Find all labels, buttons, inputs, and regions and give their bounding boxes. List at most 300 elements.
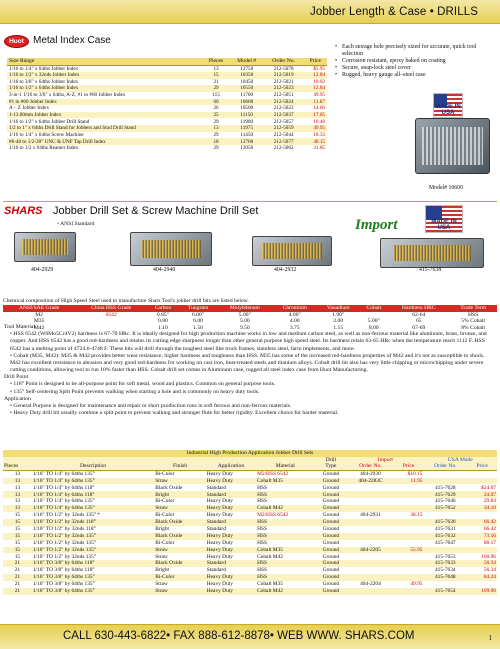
table-cell: Bright	[155, 567, 170, 574]
table-cell: Standard	[206, 484, 226, 491]
table-cell: 1/2 to 1" x 64ths Drill Stand for Jobbers and Stud Drill Stand	[7, 125, 202, 132]
column-header: Chromium	[272, 305, 317, 312]
table-cell	[347, 560, 393, 567]
table-cell: Black Oxide	[154, 519, 206, 526]
table-cell: 15	[3, 547, 32, 554]
product-label-3: 404-2932	[274, 267, 297, 273]
table-cell: 38.15	[410, 512, 423, 519]
table-cell: 10.02	[313, 78, 325, 85]
table-cell: 21	[3, 574, 32, 581]
table-cell: 49.95	[304, 125, 327, 132]
table-cell: 2.00	[333, 318, 344, 325]
table-row	[3, 540, 497, 547]
table-cell: 212-5044	[273, 131, 294, 138]
table-cell: 10350	[230, 72, 264, 79]
table-cell: 1/16 to 3/8" x 64ths Jobber Index	[9, 78, 79, 85]
shars-logo: SHARS	[4, 205, 43, 217]
table-cell: 18.33	[313, 131, 325, 138]
table-cell: 8.00	[368, 325, 379, 332]
table-cell: 1/16" TO 3/8" by 64ths 118°	[32, 560, 154, 567]
table-cell	[347, 567, 393, 574]
table-cell: 212-5078	[273, 65, 294, 72]
table-cell: 15	[3, 533, 32, 540]
table-cell: Heavy Duty	[206, 588, 256, 595]
table-cell: 415-7632	[423, 533, 467, 540]
material-para-2: • Cobalt (M35, M42): M35 & M42 provides better wear resistance, higher hardness and toughness than HSS. M35 has some of the increased red-hardness properties of M42 and it's not as susceptible to shock. M42 has excellent resistance to abrasion and very good red-hardness for working on cast iron, heat-treated steels and titanium alloys. Cobalt drill bit also has very little chipping or microchipping under severe cutting conditions, allowing tool to run 10% faster than HSS. Cobalt drill set comes in Aluminum case, rugged all steel index case from Huot Manufacturing.	[10, 352, 485, 374]
table-cell: Ground	[315, 478, 348, 485]
table-row	[3, 471, 497, 478]
table-cell	[347, 574, 393, 581]
column-header: Price	[467, 463, 497, 470]
table-cell: 1/16 to 1/2" x 64ths Jobber Drill Stand	[9, 118, 90, 125]
table-cell: Cobalt M42	[256, 588, 314, 595]
table-cell: 13	[3, 478, 32, 485]
table-cell: Ground	[322, 512, 340, 519]
table-cell: HSS	[256, 574, 314, 581]
table-cell: 17.05	[304, 112, 327, 119]
table-cell	[467, 547, 497, 554]
table-row	[7, 145, 327, 152]
column-header: China HSS Grade	[75, 305, 147, 312]
table-cell: Black Oxide	[154, 533, 206, 540]
table-cell: M42	[33, 325, 45, 332]
column-header: Price	[394, 463, 424, 470]
table-cell: 21	[14, 581, 21, 588]
column-header: Order No.	[264, 58, 304, 65]
table-cell: Cobalt M35	[257, 581, 283, 588]
table-cell: 1/16" TO 1/4" by 64ths 118°	[32, 491, 154, 498]
table-cell: Heavy Duty	[206, 547, 256, 554]
table-cell: 1.15	[333, 325, 344, 332]
jobber-set-title: Jobber Drill Set & Screw Machine Drill Set	[53, 205, 259, 217]
table-cell: Cobalt M35	[256, 547, 314, 554]
table-cell: 3-in-1 1/16 to 3/8" x 64ths, A-Z, #1 to #60 Jobber Index	[9, 92, 126, 99]
table-cell: 49.95	[410, 581, 423, 588]
application-para-1: • General Purpose is designed for maintenance and repair or short production runs in soft ferrous and non-ferrous materials.	[10, 402, 292, 409]
table-row	[3, 312, 497, 319]
table-cell	[467, 512, 497, 519]
material-para-1: • HSS 6542 (W6Mo5Cr4V2) hardness is 67-70 HRc. It is ideally designed for high production machine works in low and medium carbon steel, as well as non-ferrous material like aluminum, brass, bronze, and copper. And HSS 6542 has a good red-hardness and retains its cutting edge sharpness longer than other general purpose high speed steel. Its hardness retain 63-65 HRc when the temperature reach 1112 F. HSS 6542 has a melting point of 4724.6-4748 F. These bits will drill through the toughest steel like truck frames, stainless steel, farm implements, and more.	[10, 331, 487, 352]
table-cell: Ground	[315, 588, 348, 595]
drill-type-header: Drill	[315, 457, 348, 464]
table-cell: 404-2205	[347, 547, 393, 554]
table-row	[7, 112, 327, 119]
table-cell: 1/16" TO 1/2" by 32nds 135°	[32, 539, 96, 546]
table-cell: 212-5022	[273, 105, 294, 112]
table-cell: #1 to #60 Jobber Index	[7, 99, 202, 106]
drill-sets-table	[3, 450, 497, 595]
table-cell: 100.96	[481, 553, 496, 560]
table-cell: 1.90"	[332, 311, 345, 318]
table-cell: 56.34	[483, 567, 496, 574]
table-cell: Cobalt M42	[256, 505, 314, 512]
table-cell: HSS	[256, 533, 314, 540]
column-header: Type	[315, 463, 348, 470]
table-cell: Heavy Duty	[206, 533, 256, 540]
table-cell: 11.87	[304, 99, 327, 106]
table-cell: 29	[202, 85, 229, 92]
table-cell: 6.00"	[191, 311, 205, 318]
table-cell: Heavy Duty	[206, 512, 233, 519]
table-cell: 1/16 to 1/4" x 64ths Screw Machine	[9, 131, 84, 138]
feature-item: • Rugged, heavy gauge all–steel case	[335, 72, 495, 79]
table-row	[3, 588, 497, 595]
table-cell: Black Oxide	[154, 560, 206, 567]
table-cell	[394, 567, 424, 574]
table-cell: 1/16" TO 3/8" by 64ths 118°	[32, 567, 95, 574]
table-cell	[394, 505, 424, 512]
table-cell: 67-69	[412, 325, 426, 332]
table-cell	[347, 588, 393, 595]
table-cell: 24.07	[467, 491, 497, 498]
table-cell: 15	[14, 553, 21, 560]
table-cell: 66.42	[467, 519, 497, 526]
table-cell: 11450	[240, 131, 254, 138]
table-cell: 1.10	[158, 325, 168, 332]
table-cell: 84.24	[467, 574, 497, 581]
table-cell: 212-5037	[264, 112, 304, 119]
table-cell: 212-5059	[264, 125, 304, 132]
table-cell: 10600	[230, 99, 264, 106]
table-cell	[347, 540, 393, 547]
table-row	[7, 85, 327, 92]
metal-index-table	[7, 58, 327, 152]
table-cell	[394, 588, 424, 595]
table-cell: 60	[202, 99, 229, 106]
table-cell: Standard	[206, 519, 256, 526]
table-cell: Ground	[322, 567, 340, 574]
table-cell: Ground	[322, 553, 340, 560]
table-cell: Ground	[315, 533, 348, 540]
table-cell: Heavy Duty	[206, 574, 256, 581]
table-cell: Straw	[154, 547, 206, 554]
table-cell: 415-7653	[434, 553, 456, 560]
table-cell: Ground	[315, 519, 348, 526]
table-cell	[423, 512, 467, 519]
point-para-2: • 135° Self-centering Split Point prevents walking when starting a hole and is commonly on heavy duty tools.	[10, 388, 260, 395]
table-cell: 9.50	[239, 325, 250, 332]
table-cell: $5.95	[313, 65, 325, 72]
table-cell: Ground	[322, 484, 340, 491]
table-cell: 34.10	[467, 505, 497, 512]
table-row	[7, 132, 327, 139]
import-label: Import	[355, 217, 398, 233]
table-cell: HSS	[256, 491, 314, 498]
table-row	[7, 72, 327, 79]
page-number: 1	[488, 634, 492, 642]
table-cell: 21	[3, 588, 32, 595]
table-cell: 415-7648	[423, 574, 467, 581]
table-cell: 15	[14, 512, 21, 519]
table-cell: Standard	[206, 491, 256, 498]
table-cell	[423, 547, 467, 554]
table-cell	[347, 498, 393, 505]
metal-index-features	[335, 44, 495, 79]
table-cell: 1/16" TO 3/8" by 64ths 135°	[32, 581, 95, 588]
table-cell: Ground	[315, 574, 348, 581]
column-header: Cobalt	[359, 305, 388, 312]
table-cell: Heavy Duty	[206, 498, 233, 505]
table-cell: 21	[14, 567, 21, 574]
table-row	[3, 484, 497, 491]
table-cell: 13	[14, 484, 21, 491]
model-caption: Model# 10600	[429, 185, 463, 191]
column-header: Application	[206, 463, 256, 470]
table-cell: 65	[415, 318, 422, 325]
column-header: Price	[304, 58, 327, 65]
table-cell: Cobalt M35	[256, 478, 314, 485]
table-cell: M2/HSS 6542	[257, 471, 289, 478]
table-row	[3, 547, 497, 554]
column-header: Size Range	[7, 58, 202, 65]
table-cell: 1.50	[193, 325, 203, 332]
table-cell: 5.00	[239, 318, 250, 325]
table-cell: 3.75	[289, 325, 300, 332]
table-cell: 29	[213, 118, 219, 125]
table-cell: 11700	[240, 92, 254, 99]
table-cell: Heavy Duty	[206, 539, 233, 546]
table-cell: HSS	[257, 498, 267, 505]
table-cell: 73.16	[467, 533, 497, 540]
table-cell	[394, 498, 424, 505]
feature-item: • Corrosion resistant, epoxy baked on coating	[335, 58, 495, 65]
table-cell: Heavy Duty	[206, 505, 256, 512]
table-cell	[394, 574, 424, 581]
table-cell: 12050	[240, 145, 254, 152]
table-cell: Bi-Color	[155, 498, 175, 505]
table-cell: 1/16 to 1/2 x 64ths Reamer Index	[9, 145, 79, 152]
table-cell: 212-5023	[264, 85, 304, 92]
table-cell: 1/16 to 1/4" x 64ths Jobber Index	[9, 65, 79, 72]
column-header: Molybdenum	[217, 305, 272, 312]
product-image-4	[380, 238, 484, 268]
table-cell: 1/16" TO 1/2" by 32nds 135°	[32, 547, 154, 554]
table-cell: 6542	[105, 311, 117, 318]
table-cell: 29	[213, 145, 219, 152]
header-title: Jobber Length & Case • DRILLS	[309, 6, 478, 18]
table-cell: 26	[213, 105, 219, 112]
table-cell: Cobalt M42	[257, 553, 283, 560]
table-cell: Straw	[154, 505, 206, 512]
table-cell: Bi-Color	[155, 471, 175, 478]
table-cell: 15	[3, 519, 32, 526]
table-cell: #6-40 to 1/2-20" UNC & UNF Tap Drill Index	[7, 138, 202, 145]
table-cell	[347, 491, 393, 498]
table-cell	[394, 540, 424, 547]
table-cell: 1/16" TO 1/2" by 32nds 118°	[32, 519, 154, 526]
table-cell: 1/16" TO 1/2" by 32nds 135°	[32, 533, 154, 540]
table-cell: 1/16" TO 1/4" by 64ths 135°	[32, 498, 95, 505]
table-cell: 12750	[240, 65, 254, 72]
table-cell: Straw	[154, 478, 206, 485]
page-footer	[0, 624, 500, 649]
application-para-2: • Heavy Duty drill bit usually combine a split point to prevent walking and stronger flute for better rigidity. Excellent choice for harder material.	[10, 410, 339, 417]
table-cell: 12.84	[304, 85, 327, 92]
table-cell: Ground	[315, 505, 348, 512]
table-cell	[347, 519, 393, 526]
table-cell: Ground	[315, 491, 348, 498]
table-row	[7, 138, 327, 145]
table-cell: Ground	[322, 539, 340, 546]
table-cell: 404-2283C	[347, 478, 393, 485]
column-header: Order No.	[347, 463, 393, 470]
table-cell: 55.95	[394, 547, 424, 554]
table-cell: 10.48	[313, 118, 325, 125]
table-cell: 415-7630	[423, 519, 467, 526]
table-cell	[347, 484, 393, 491]
point-para-1: • 118° Point is designed to be all-purpose point for soft metal, wood and plastics. Common on general purpose tools.	[10, 381, 276, 388]
table-cell: 0.80	[158, 318, 168, 325]
huot-logo: Huot	[4, 35, 29, 48]
table-cell: 1/16" TO 3/8" by 64ths 135°	[32, 588, 154, 595]
table-cell: 66.42	[483, 526, 496, 533]
column-header: Pieces	[202, 58, 229, 65]
table-cell: 212-5021	[273, 78, 294, 85]
product-label-1: 404-2929	[31, 267, 54, 273]
table-cell	[359, 312, 388, 319]
table-cell: Heavy Duty	[206, 478, 256, 485]
table-cell: 29.84	[483, 498, 496, 505]
table-cell	[394, 491, 424, 498]
made-in-usa-flag-2: MADE IN USA	[425, 205, 463, 233]
table-cell: Ground	[322, 581, 340, 588]
feature-item: • Secure, snap-lock steel cover	[335, 65, 495, 72]
table-cell	[347, 526, 393, 533]
table-cell: 115	[212, 92, 220, 99]
table-cell: 404-2931	[360, 512, 381, 519]
table-cell: $24.07	[481, 484, 496, 491]
table-cell: 8% Cobalt	[461, 325, 486, 332]
table-cell: Ground	[322, 526, 340, 533]
table-cell: Bright	[154, 491, 206, 498]
table-cell: 5.00"	[367, 318, 380, 325]
table-cell	[394, 533, 424, 540]
application-heading: Application	[4, 395, 31, 402]
section-divider	[3, 201, 497, 202]
table-cell: 415-7647	[434, 539, 456, 546]
table-cell: 1/16" TO 1/4" by 64ths 135°	[32, 478, 154, 485]
table-cell	[394, 553, 424, 560]
table-cell: 11150	[230, 112, 264, 119]
table-cell: 12700	[230, 138, 264, 145]
table-row	[7, 92, 327, 99]
table-cell: 415-7652	[423, 505, 467, 512]
table-cell	[347, 505, 393, 512]
table-cell	[394, 560, 424, 567]
table-cell: 1/16 to 1/2" x 32nds Jobber Index	[7, 72, 202, 79]
table-row	[7, 79, 327, 86]
table-cell: 13	[202, 125, 229, 132]
table-cell: Ground	[322, 471, 340, 478]
table-cell: HSS	[257, 567, 267, 574]
table-row	[3, 526, 497, 533]
table-cell: Bi-Color	[155, 539, 175, 546]
table-cell: HSS	[257, 526, 267, 533]
table-cell: 6.00	[193, 318, 203, 325]
point-heading: Drill Point	[4, 374, 29, 381]
table-cell: A – Z Jobber Index	[9, 105, 50, 112]
table-cell: 15	[202, 72, 229, 79]
column-header: Tungsten	[179, 305, 218, 312]
table-cell: 13	[14, 471, 21, 478]
product-label-4: 415-7638	[419, 267, 442, 273]
column-header: Order No.	[423, 463, 467, 470]
table-cell: 48.15	[304, 138, 327, 145]
table-cell: 212-5062	[273, 145, 294, 152]
table-cell: Bi-Color	[154, 574, 206, 581]
column-header: Finish	[154, 463, 206, 470]
table-cell: 4.00"	[288, 311, 301, 318]
table-cell	[467, 478, 497, 485]
product-label-2: 404-2940	[153, 267, 176, 273]
table-cell	[467, 471, 497, 478]
table-cell: 1/16" TO 1/4" by 64ths 135°	[32, 471, 95, 478]
table-cell: 21	[213, 78, 219, 85]
table-cell: 415-7633	[423, 560, 467, 567]
product-image-2	[130, 232, 212, 266]
table-row	[3, 519, 497, 526]
table-row	[3, 512, 497, 519]
contact-info: CALL 630-443-6822• FAX 888-612-8878• WEB WWW. SHARS.COM	[63, 630, 415, 642]
table-cell	[394, 484, 424, 491]
table-cell: 212-5019	[264, 72, 304, 79]
page-header	[0, 0, 500, 24]
table-cell: 31.85	[313, 145, 325, 152]
table-row	[3, 505, 497, 512]
table-cell: 21	[3, 560, 32, 567]
table-cell: 13	[3, 491, 32, 498]
column-header: ANSI/SAE Grade	[3, 305, 75, 312]
metal-index-case-image	[415, 118, 490, 174]
table-cell: HSS	[257, 539, 267, 546]
table-cell	[394, 519, 424, 526]
table-cell: HSS	[468, 311, 479, 318]
table-cell: M2/HSS 6542	[257, 512, 289, 519]
table-cell: 5.00"	[238, 311, 251, 318]
table-cell: Bright	[155, 526, 170, 533]
table-cell	[347, 553, 393, 560]
table-cell: 415-7631	[434, 526, 456, 533]
usa-made-header: USA Made	[423, 457, 497, 464]
ansi-standard: • ANSI Standard	[57, 221, 95, 227]
table-cell: 1/16" TO 1/2" by 32nds 118°	[32, 526, 96, 533]
table-cell: 29	[213, 131, 219, 138]
column-header: Description	[32, 463, 154, 470]
table-cell: 13	[213, 65, 219, 72]
table-cell: Ground	[315, 560, 348, 567]
table-cell: 56.34	[467, 560, 497, 567]
table-cell: Standard	[206, 567, 226, 574]
table-cell: 1-13.00mm Jobber Index	[7, 112, 202, 119]
table-cell: 415-7646	[434, 498, 456, 505]
table-cell: 11975	[230, 125, 264, 132]
table-cell: 1/16" TO 1/4" by 64ths 135°	[32, 505, 154, 512]
column-header: Material	[256, 463, 314, 470]
table-cell: 1/16" TO 3/8" by 64ths 135°	[32, 574, 154, 581]
table-row	[7, 125, 327, 132]
column-header: Model #	[230, 58, 264, 65]
table-cell: 14.66	[313, 105, 325, 112]
table-cell: 415-7634	[434, 567, 456, 574]
table-cell: 13	[3, 505, 32, 512]
table-cell: 415-7628	[434, 484, 456, 491]
table-cell: 12.84	[304, 72, 327, 79]
table-cell: 11900	[240, 118, 254, 125]
column-header: Carbon	[147, 305, 179, 312]
table-row	[3, 574, 497, 581]
table-cell	[423, 581, 467, 588]
table-cell: 5% Cobalt	[461, 318, 486, 325]
